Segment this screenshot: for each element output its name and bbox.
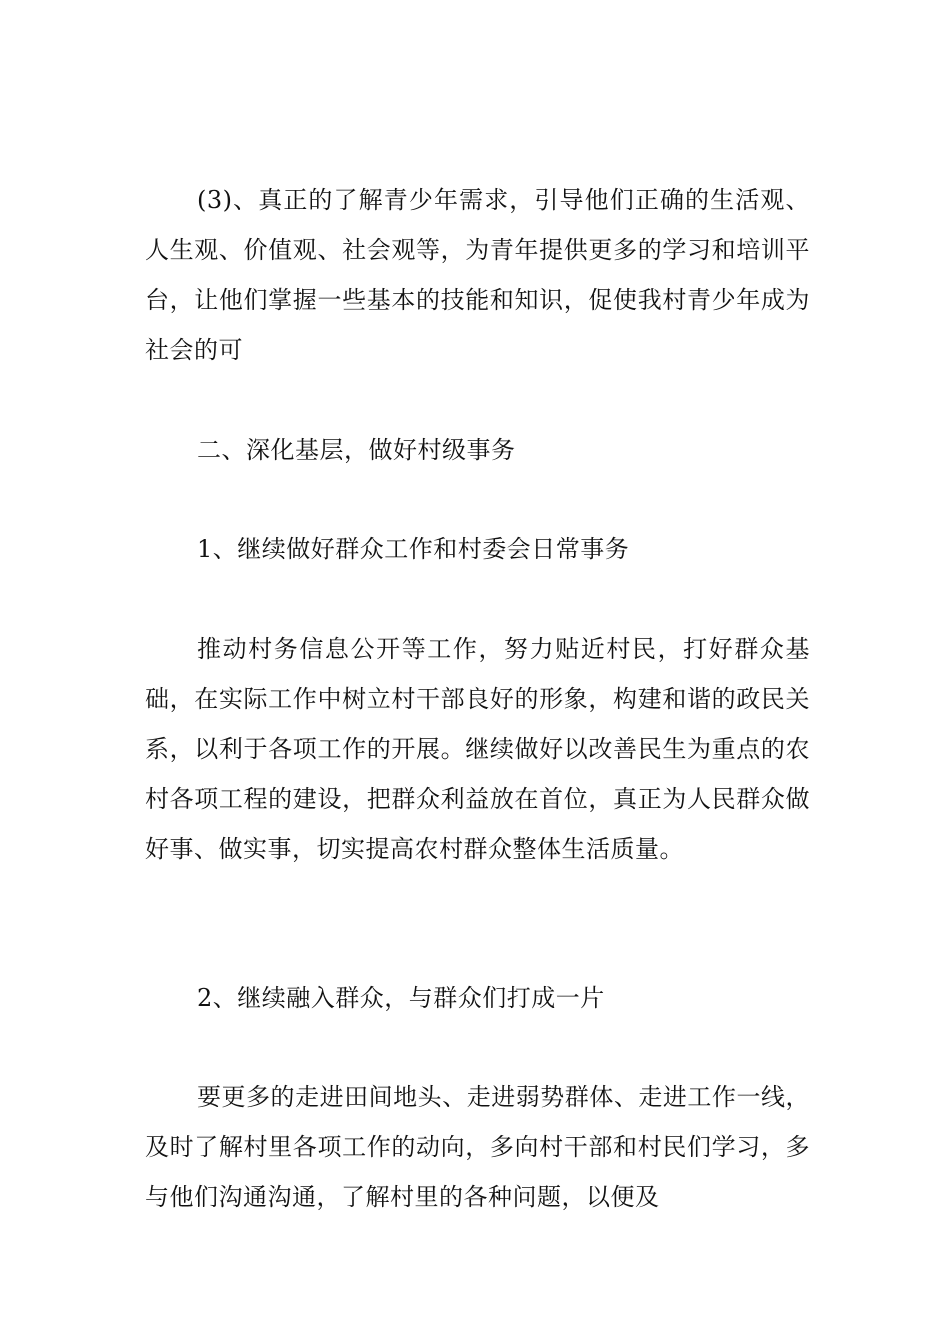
subheading-integrate-masses: 2、继续融入群众，与群众们打成一片 (197, 984, 605, 1012)
paragraph-field-work: 要更多的走进田间地头、走进弱势群体、走进工作一线，及时了解村里各项工作的动向，多向村干部和村民们学习，多与他们沟通沟通，了解村里的各种问题，以便及 (145, 1083, 810, 1211)
paragraph-village-affairs: 推动村务信息公开等工作，努力贴近村民，打好群众基础，在实际工作中树立村干部良好的形象，构建和谐的政民关系，以利于各项工作的开展。继续做好以改善民生为重点的农村各项工程的建设，把群众利益放在首位，真正为人民群众做好事、做实事，切实提高农村群众整体生活质量。 (145, 635, 810, 863)
section-heading-grassroots: 二、深化基层，做好村级事务 (197, 436, 516, 464)
subheading-mass-work: 1、继续做好群众工作和村委会日常事务 (197, 535, 630, 563)
paragraph-youth-needs: (3)、真正的了解青少年需求，引导他们正确的生活观、人生观、价值观、社会观等，为青年提供更多的学习和培训平台，让他们掌握一些基本的技能和知识，促使我村青少年成为社会的可 (145, 186, 810, 364)
